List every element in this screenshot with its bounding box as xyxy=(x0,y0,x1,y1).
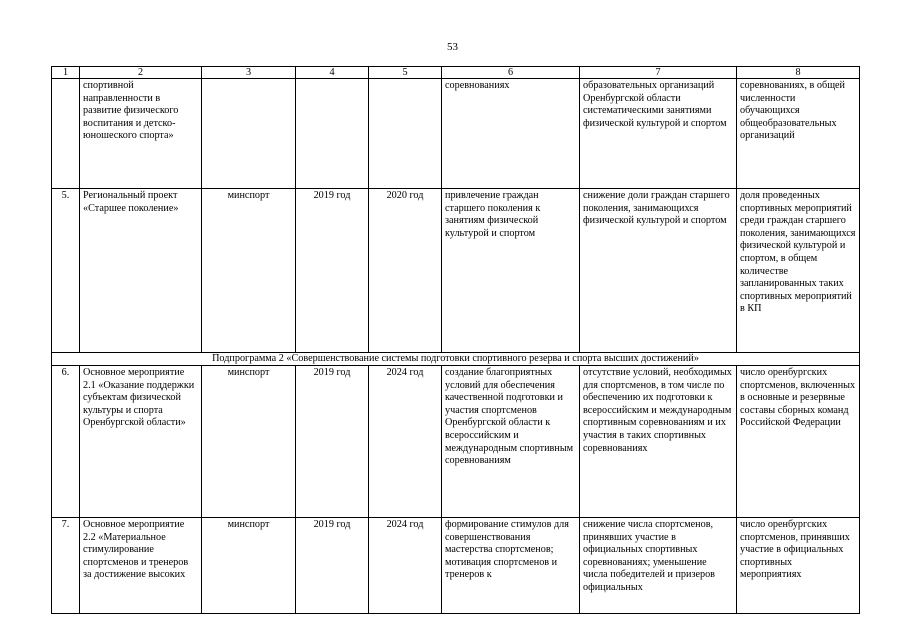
cell-executor: минспорт xyxy=(202,189,296,353)
cell-name: Основное мероприятие 2.2 «Материальное стимулирование спортсменов и тренеров за достижение высоких xyxy=(80,518,202,614)
page-number: 53 xyxy=(447,41,458,53)
table-header-row xyxy=(52,67,860,79)
cell-indicator: соревнованиях, в общей численности обучающихся общеобразовательных организаций xyxy=(737,79,860,189)
header-cell-3: 3 xyxy=(202,67,296,79)
header-cell-6: 6 xyxy=(442,67,580,79)
header-cell-1: 1 xyxy=(52,67,80,79)
cell-number: 5. xyxy=(52,189,80,353)
cell-end: 2024 год xyxy=(369,518,442,614)
cell-end: 2024 год xyxy=(369,366,442,518)
cell-start: 2019 год xyxy=(296,189,369,353)
cell-start: 2019 год xyxy=(296,366,369,518)
cell-indicator: доля проведенных спортивных мероприятий среди граждан старшего поколения, занимающихся физической культурой и спортом, в общем количестве запланированных таких спортивных мероприятий в КП xyxy=(737,189,860,353)
cell-indicator: число оренбургских спортсменов, включенных в основные и резервные составы сборных команд Российской Федерации xyxy=(737,366,860,518)
cell-name: спортивной направленности в развитие физического воспитания и детско-юношеского спорта» xyxy=(80,79,202,189)
table-row-7 xyxy=(52,518,860,614)
cell-number: 7. xyxy=(52,518,80,614)
cell-number: 6. xyxy=(52,366,80,518)
subprogram-row xyxy=(52,353,860,366)
header-cell-4: 4 xyxy=(296,67,369,79)
cell-executor: минспорт xyxy=(202,366,296,518)
table-row-continuation xyxy=(52,79,860,189)
cell-name: Основное мероприятие 2.1 «Оказание поддержки субъектам физической культуры и спорта Оренбургской области» xyxy=(80,366,202,518)
header-cell-7: 7 xyxy=(580,67,737,79)
cell-consequences: отсутствие условий, необходимых для спортсменов, в том числе по обеспечению их подготовки к всероссийским и международным спортивным соревнованиям и их участия в таких спортивных соревнованиях xyxy=(580,366,737,518)
header-cell-2: 2 xyxy=(80,67,202,79)
cell-result: создание благоприятных условий для обеспечения качественной подготовки и участия спортсменов Оренбургской области к всероссийским и международным спортивным соревнованиям xyxy=(442,366,580,518)
cell-start xyxy=(296,79,369,189)
cell-executor: минспорт xyxy=(202,518,296,614)
cell-result: соревнованиях xyxy=(442,79,580,189)
header-cell-8: 8 xyxy=(737,67,860,79)
cell-result: формирование стимулов для совершенствования мастерства спортсменов; мотивация спортсменов и тренеров к xyxy=(442,518,580,614)
cell-result: привлечение граждан старшего поколения к занятиям физической культурой и спортом xyxy=(442,189,580,353)
cell-name: Региональный проект «Старшее поколение» xyxy=(80,189,202,353)
table-row-6 xyxy=(52,366,860,518)
header-cell-5: 5 xyxy=(369,67,442,79)
subprogram-title: Подпрограмма 2 «Совершенствование системы подготовки спортивного резерва и спорта высших достижений» xyxy=(52,353,860,366)
cell-executor xyxy=(202,79,296,189)
cell-consequences: снижение числа спортсменов, принявших участие в официальных спортивных соревнованиях; уменьшение числа победителей и призеров официальных xyxy=(580,518,737,614)
cell-indicator: число оренбургских спортсменов, принявших участие в официальных спортивных мероприятиях xyxy=(737,518,860,614)
cell-end: 2020 год xyxy=(369,189,442,353)
cell-consequences: образовательных организаций Оренбургской области систематическими занятиями физической культурой и спортом xyxy=(580,79,737,189)
cell-consequences: снижение доли граждан старшего поколения, занимающихся физической культурой и спортом xyxy=(580,189,737,353)
cell-end xyxy=(369,79,442,189)
cell-start: 2019 год xyxy=(296,518,369,614)
table-row-5 xyxy=(52,189,860,353)
cell-number xyxy=(52,79,80,189)
main-table xyxy=(51,66,860,614)
